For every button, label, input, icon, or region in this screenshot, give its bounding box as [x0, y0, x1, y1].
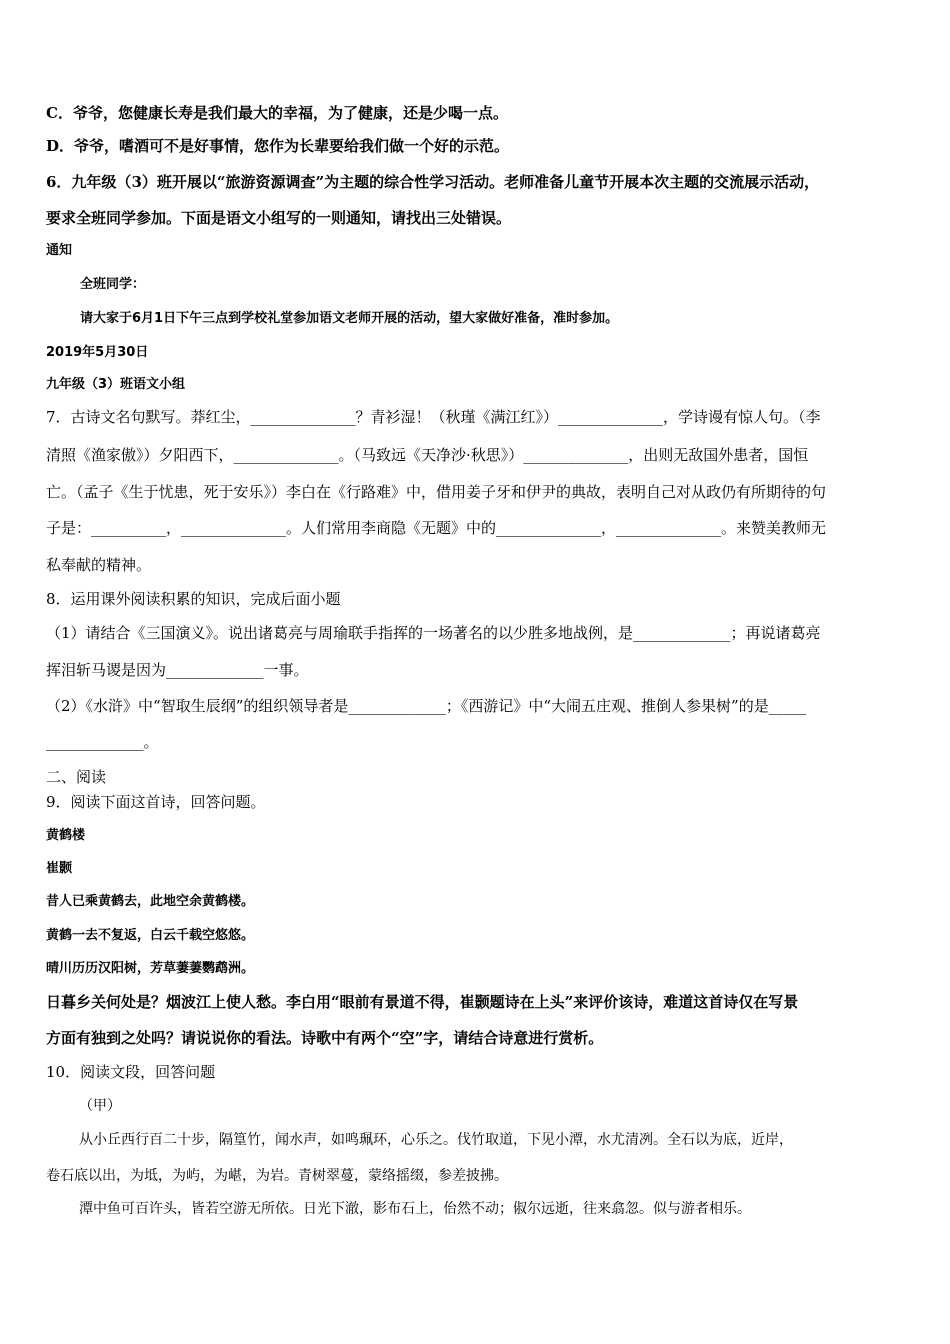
section-reading-heading: 二、阅读: [46, 768, 107, 786]
passage-paragraph-1-line-1: 从小丘西行百二十步，隔篁竹，闻水声，如鸣珮环，心乐之。伐竹取道，下见小潭，水尤清冽。全石以为底，近岸，: [79, 1132, 793, 1148]
question-8-2-line-2: _____________。: [46, 733, 159, 751]
question-6-line-1: 6．九年级（3）班开展以“旅游资源调查”为主题的综合性学习活动。老师准备儿童节开展本次主题的交流展示活动，: [46, 173, 820, 191]
poem-title: 黄鹤楼: [46, 828, 86, 843]
question-8-title: 8．运用课外阅读积累的知识，完成后面小题: [46, 590, 341, 608]
question-10-title: 10．阅读文段，回答问题: [46, 1063, 216, 1081]
question-7-line-4: 子是：__________，______________。人们常用李商隐《无题》中的______________，______________。来赞美教师无: [46, 519, 827, 537]
question-8-1-line-2: 挥泪斩马谡是因为_____________一事。: [46, 661, 309, 679]
poem-line-2: 黄鹤一去不复返，白云千载空悠悠。: [46, 928, 255, 943]
poem-author: 崔颢: [46, 861, 73, 876]
question-7-line-2: 清照《渔家傲》）夕阳西下，______________。（马致远《天净沙·秋思》）______________，出则无敌国外患者，国恒: [46, 446, 809, 464]
question-7-line-3: 亡。（孟子《生于忧患，死于安乐》）李白在《行路难》中，借用姜子牙和伊尹的典故，表明自己对从政仍有所期待的句: [46, 483, 827, 501]
question-9-title: 9．阅读下面这首诗，回答问题。: [46, 793, 266, 811]
passage-part-label: （甲）: [79, 1098, 121, 1114]
question-7-line-1: 7．古诗文名句默写。莽红尘，______________？青衫湿！（秋瑾《满江红》）______________，学诗谩有惊人句。（李: [46, 408, 821, 426]
question-8-1-line-1: （1）请结合《三国演义》。说出诸葛亮与周瑜联手指挥的一场著名的以少胜多地战例，是_____________；再说诸葛亮: [46, 624, 821, 642]
notice-body: 请大家于6月1日下午三点到学校礼堂参加语文老师开展的活动，望大家做好准备，准时参加。: [80, 311, 619, 326]
notice-signature: 九年级（3）班语文小组: [46, 377, 186, 392]
notice-date: 2019年5月30日: [46, 345, 149, 360]
question-7-line-5: 私奉献的精神。: [46, 556, 152, 574]
notice-title: 通知: [46, 243, 73, 258]
question-8-2-line-1: （2）《水浒》中“智取生辰纲”的组织领导者是_____________；《西游记》中“大闹五庄观、推倒人参果树”的是_____: [46, 697, 807, 715]
passage-paragraph-1-line-2: 卷石底以出，为坻，为屿，为嵁，为岩。青树翠蔓，蒙络摇缀，参差披拂。: [46, 1168, 508, 1184]
poem-line-3: 晴川历历汉阳树，芳草萋萋鹦鹉洲。: [46, 961, 255, 976]
poem-line-1: 昔人已乘黄鹤去，此地空余黄鹤楼。: [46, 894, 255, 909]
poem-question-line-1: 日暮乡关何处是？烟波江上使人愁。李白用“眼前有景道不得，崔颢题诗在上头”来评价该诗，难道这首诗仅在写景: [46, 993, 799, 1011]
question-6-line-2: 要求全班同学参加。下面是语文小组写的一则通知，请找出三处错误。: [46, 209, 512, 227]
option-d: D．爷爷，嗜酒可不是好事情，您作为长辈要给我们做一个好的示范。: [46, 137, 510, 155]
poem-question-line-2: 方面有独到之处吗？请说说你的看法。诗歌中有两个“空”字，请结合诗意进行赏析。: [46, 1029, 604, 1047]
option-c: C．爷爷，您健康长寿是我们最大的幸福，为了健康，还是少喝一点。: [46, 104, 508, 122]
passage-paragraph-2-line-1: 潭中鱼可百许头，皆若空游无所依。日光下澈，影布石上，佁然不动；俶尔远逝，往来翕忽。似与游者相乐。: [79, 1201, 751, 1217]
notice-greeting: 全班同学：: [80, 277, 146, 292]
